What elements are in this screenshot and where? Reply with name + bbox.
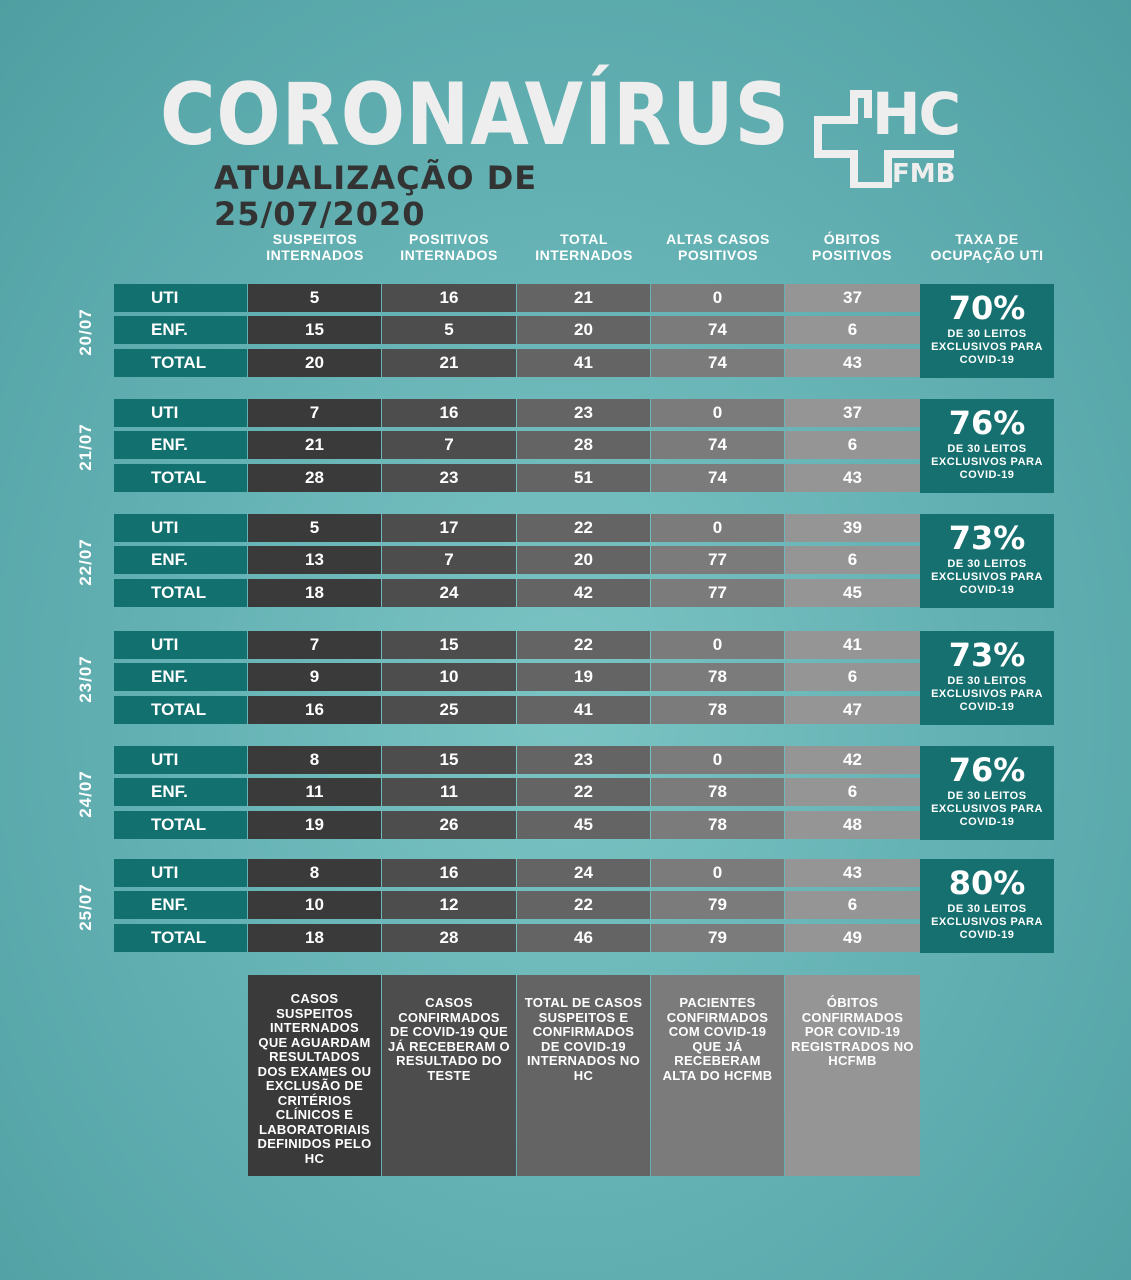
table-cell: 22	[517, 778, 650, 806]
date-label: 20/07	[76, 308, 95, 356]
row-label: ENF.	[114, 316, 247, 344]
row-label: UTI	[114, 859, 247, 887]
date-block	[0, 514, 1131, 610]
table-cell: 23	[382, 464, 516, 492]
description-suspeitos: CASOS SUSPEITOS INTERNADOS QUE AGUARDAM RESULTADOS DOS EXAMES OU EXCLUSÃO DE CRITÉRIOS CLÍNICOS E LABORATORIAIS DEFINIDOS PELO HC	[248, 975, 381, 1176]
table-cell: 19	[517, 663, 650, 691]
occupancy-rate-box	[920, 284, 1054, 378]
occupancy-rate-value: 73%	[948, 636, 1026, 674]
table-cell: 41	[517, 696, 650, 724]
table-cell: 43	[785, 464, 920, 492]
table-cell: 20	[248, 349, 381, 377]
table-cell: 37	[785, 399, 920, 427]
table-cell: 0	[651, 399, 784, 427]
table-cell: 47	[785, 696, 920, 724]
table-row	[114, 284, 920, 312]
row-label: TOTAL	[114, 349, 247, 377]
table-cell: 22	[517, 891, 650, 919]
table-cell: 12	[382, 891, 516, 919]
table-row	[114, 811, 920, 839]
table-row	[114, 399, 920, 427]
table-cell: 21	[248, 431, 381, 459]
table-row	[114, 859, 920, 887]
table-cell: 20	[517, 546, 650, 574]
table-cell: 79	[651, 891, 784, 919]
row-label: TOTAL	[114, 924, 247, 952]
table-row	[114, 746, 920, 774]
table-cell: 28	[382, 924, 516, 952]
row-label: UTI	[114, 399, 247, 427]
row-label: ENF.	[114, 891, 247, 919]
table-cell: 23	[517, 399, 650, 427]
table-cell: 0	[651, 746, 784, 774]
table-cell: 79	[651, 924, 784, 952]
table-cell: 17	[382, 514, 516, 542]
table-cell: 0	[651, 284, 784, 312]
table-cell: 18	[248, 924, 381, 952]
table-cell: 19	[248, 811, 381, 839]
table-cell: 5	[248, 514, 381, 542]
date-block	[0, 399, 1131, 495]
description-positivos: CASOS CONFIRMADOS DE COVID-19 QUE JÁ RECEBERAM O RESULTADO DO TESTE	[382, 975, 516, 1176]
table-cell: 20	[517, 316, 650, 344]
occupancy-rate-value: 76%	[948, 751, 1026, 789]
row-label: UTI	[114, 631, 247, 659]
table-cell: 5	[382, 316, 516, 344]
occupancy-rate-value: 76%	[948, 404, 1026, 442]
table-cell: 45	[785, 579, 920, 607]
table-row	[114, 631, 920, 659]
table-cell: 15	[382, 631, 516, 659]
table-cell: 16	[382, 284, 516, 312]
table-row	[114, 579, 920, 607]
table-cell: 16	[382, 859, 516, 887]
table-cell: 5	[248, 284, 381, 312]
table-cell: 43	[785, 859, 920, 887]
table-cell: 41	[785, 631, 920, 659]
table-cell: 28	[248, 464, 381, 492]
table-cell: 6	[785, 546, 920, 574]
table-cell: 7	[382, 546, 516, 574]
page-title: CORONAVÍRUS	[160, 65, 790, 165]
table-cell: 16	[382, 399, 516, 427]
row-label: TOTAL	[114, 464, 247, 492]
table-row	[114, 349, 920, 377]
table-cell: 10	[382, 663, 516, 691]
table-cell: 74	[651, 431, 784, 459]
table-cell: 51	[517, 464, 650, 492]
occupancy-rate-note: DE 30 LEITOS EXCLUSIVOS PARA COVID-19	[931, 443, 1043, 481]
table-cell: 49	[785, 924, 920, 952]
row-label: UTI	[114, 514, 247, 542]
occupancy-rate-value: 80%	[948, 864, 1026, 902]
description-obitos: ÓBITOS CONFIRMADOS POR COVID-19 REGISTRADOS NO HCFMB	[785, 975, 920, 1176]
description-altas: PACIENTES CONFIRMADOS COM COVID-19 QUE JÁ RECEBERAM ALTA DO HCFMB	[651, 975, 784, 1176]
table-cell: 6	[785, 663, 920, 691]
table-cell: 0	[651, 514, 784, 542]
table-cell: 39	[785, 514, 920, 542]
table-cell: 25	[382, 696, 516, 724]
occupancy-rate-note: DE 30 LEITOS EXCLUSIVOS PARA COVID-19	[931, 903, 1043, 941]
table-cell: 78	[651, 696, 784, 724]
logo-hc-text: HC	[872, 80, 960, 148]
date-label: 25/07	[76, 883, 95, 931]
table-cell: 7	[248, 631, 381, 659]
table-cell: 7	[248, 399, 381, 427]
table-cell: 21	[517, 284, 650, 312]
col-header-positivos: POSITIVOS INTERNADOS	[400, 231, 498, 263]
table-cell: 78	[651, 811, 784, 839]
table-cell: 24	[517, 859, 650, 887]
description-total: TOTAL DE CASOS SUSPEITOS E CONFIRMADOS DE COVID-19 INTERNADOS NO HC	[517, 975, 650, 1176]
table-cell: 9	[248, 663, 381, 691]
table-cell: 78	[651, 663, 784, 691]
page-subtitle: ATUALIZAÇÃO DE 25/07/2020	[214, 159, 538, 233]
table-cell: 11	[248, 778, 381, 806]
row-label: TOTAL	[114, 811, 247, 839]
logo-fmb-text: FMB	[892, 159, 956, 189]
occupancy-rate-value: 73%	[948, 519, 1026, 557]
occupancy-rate-value: 70%	[948, 289, 1026, 327]
occupancy-rate-box	[920, 631, 1054, 725]
row-label: UTI	[114, 284, 247, 312]
table-cell: 24	[382, 579, 516, 607]
hc-fmb-logo	[814, 80, 970, 190]
table-cell: 37	[785, 284, 920, 312]
table-cell: 45	[517, 811, 650, 839]
table-row	[114, 546, 920, 574]
table-row	[114, 316, 920, 344]
col-header-altas: ALTAS CASOS POSITIVOS	[666, 231, 770, 263]
table-row	[114, 696, 920, 724]
row-label: TOTAL	[114, 696, 247, 724]
date-label: 22/07	[76, 538, 95, 586]
table-cell: 0	[651, 631, 784, 659]
table-row	[114, 431, 920, 459]
table-cell: 6	[785, 891, 920, 919]
table-cell: 15	[382, 746, 516, 774]
table-cell: 18	[248, 579, 381, 607]
table-row	[114, 663, 920, 691]
table-cell: 13	[248, 546, 381, 574]
table-row	[114, 891, 920, 919]
row-label: ENF.	[114, 546, 247, 574]
table-cell: 77	[651, 546, 784, 574]
table-cell: 41	[517, 349, 650, 377]
row-label: ENF.	[114, 663, 247, 691]
table-cell: 28	[517, 431, 650, 459]
date-label: 23/07	[76, 655, 95, 703]
table-row	[114, 778, 920, 806]
col-header-total: TOTAL INTERNADOS	[535, 231, 633, 263]
row-label: TOTAL	[114, 579, 247, 607]
date-block	[0, 859, 1131, 955]
occupancy-rate-box	[920, 859, 1054, 953]
table-cell: 77	[651, 579, 784, 607]
table-cell: 8	[248, 746, 381, 774]
table-cell: 74	[651, 349, 784, 377]
table-cell: 48	[785, 811, 920, 839]
occupancy-rate-note: DE 30 LEITOS EXCLUSIVOS PARA COVID-19	[931, 790, 1043, 828]
table-cell: 10	[248, 891, 381, 919]
table-cell: 8	[248, 859, 381, 887]
table-cell: 7	[382, 431, 516, 459]
table-row	[114, 924, 920, 952]
table-cell: 74	[651, 464, 784, 492]
table-cell: 46	[517, 924, 650, 952]
table-cell: 22	[517, 514, 650, 542]
table-cell: 26	[382, 811, 516, 839]
table-cell: 15	[248, 316, 381, 344]
table-cell: 21	[382, 349, 516, 377]
table-cell: 42	[517, 579, 650, 607]
table-cell: 6	[785, 431, 920, 459]
date-label: 24/07	[76, 770, 95, 818]
table-cell: 11	[382, 778, 516, 806]
table-cell: 43	[785, 349, 920, 377]
occupancy-rate-box	[920, 514, 1054, 608]
table-cell: 74	[651, 316, 784, 344]
date-block	[0, 284, 1131, 380]
col-header-obitos: ÓBITOS POSITIVOS	[812, 231, 892, 263]
table-cell: 16	[248, 696, 381, 724]
occupancy-rate-note: DE 30 LEITOS EXCLUSIVOS PARA COVID-19	[931, 328, 1043, 366]
date-label: 21/07	[76, 423, 95, 471]
occupancy-rate-box	[920, 746, 1054, 840]
table-row	[114, 514, 920, 542]
col-header-suspeitos: SUSPEITOS INTERNADOS	[266, 231, 364, 263]
occupancy-rate-note: DE 30 LEITOS EXCLUSIVOS PARA COVID-19	[931, 558, 1043, 596]
table-cell: 78	[651, 778, 784, 806]
table-cell: 6	[785, 316, 920, 344]
row-label: ENF.	[114, 431, 247, 459]
table-cell: 22	[517, 631, 650, 659]
table-cell: 23	[517, 746, 650, 774]
table-cell: 42	[785, 746, 920, 774]
table-cell: 6	[785, 778, 920, 806]
occupancy-rate-box	[920, 399, 1054, 493]
row-label: UTI	[114, 746, 247, 774]
col-header-taxa: TAXA DE OCUPAÇÃO UTI	[930, 231, 1044, 263]
occupancy-rate-note: DE 30 LEITOS EXCLUSIVOS PARA COVID-19	[931, 675, 1043, 713]
table-cell: 0	[651, 859, 784, 887]
table-row	[114, 464, 920, 492]
date-block	[0, 631, 1131, 727]
row-label: ENF.	[114, 778, 247, 806]
date-block	[0, 746, 1131, 842]
